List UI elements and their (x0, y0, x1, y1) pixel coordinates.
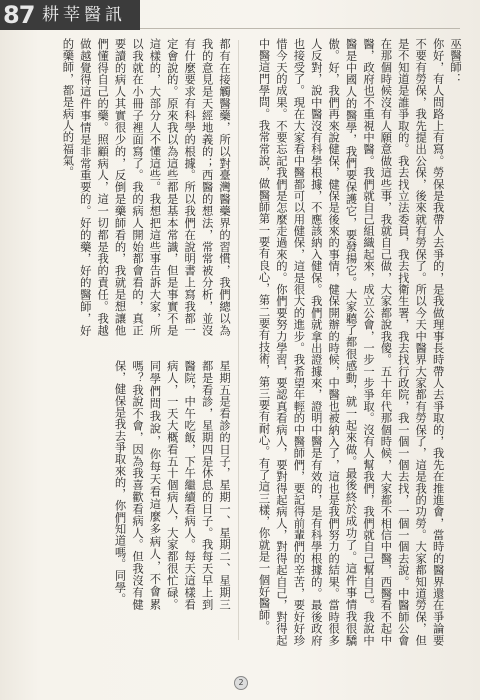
article-body-right: 你好，有人問路上有寫。勞保是我帶人去爭的，是我做理事長時帶人去爭取的，我先在推進會，當時的醫界還在爭論要不要有勞保，我先提出公保，後來就有勞保了。所以今天中醫界大家都有勞保了，這是我的功勞。大家都知道勞保，但是不知道是誰爭取的。我去找立法委員，我去找衛生署，我去找行政院，我一個一個去找，一個一個去說。中醫師公會在那個時候沒有人願意做這些事，我就自己做，大家都說我傻。五十年代那個時候，大家都不相信中醫，西醫看不起中醫，政府也不重視中醫。我們就自己組織起來，成立公會，一步一步爭取。沒有人幫我們，我們就自己幫自己。我說中醫是中國人的醫學，我們要保護它，要發揚它。大家聽了都很感動，就一起來做。最後終於成功了。這件事情我很驕傲。好，我們再來說健保，健保是後來的事情，健保開辦的時候，中醫也被納入了，這也是我們努力的結果。當時很多人反對，說中醫沒有科學根據，不應該納入健保。我們就拿出證據來，證明中醫是有效的，是有科學根據的。最後政府也接受了。現在大家看中醫都可以用健保，這是很大的進步。我希望年輕的中醫師們，要記得前輩們的辛苦，要好好珍惜今天的成果。不要忘記我們是怎麼走過來的。你們要努力學習，要認真看病人，要對得起病人，對得起自己，對得起中醫這門學問。我常常說，做醫師第一要有良心，第二要有技術，第三要有耐心。有了這三樣，你就是一個好醫師。 (257, 38, 445, 646)
article-column-right (244, 38, 464, 646)
page-number: 87 (3, 1, 35, 29)
article-column-lower-left: 星期五是看診的日子，星期一、星期二、星期三都是看診，星期四是休息的日子。我每天早上到醫院，中午吃飯，下午繼續看病人。每天這樣看病人，一天大概看五十個病人，大家都很忙碌。同學們問我說，你每天看這麼多病人，不會累嗎？我說不會，因為我喜歡看病人。但我沒有健保，健保是我去爭取來的，你們知道嗎。同學。 (113, 360, 231, 610)
magazine-title: 耕莘醫訊 (42, 5, 126, 25)
page-header-bar (0, 0, 140, 30)
folio-number: 2 (238, 678, 244, 687)
article-column-upper-left: 都有在接觸醫藥，所以對臺灣醫藥界的習慣，我們總以為我的意見是天經地義的；西醫的想法，常常被分析，並沒有什麼要求有科學的根據。所以我們在說明書上寫我都一定會說的。原來我以為這些都是基本常識，但是事實不是這樣的，大部分人不懂這些。我想把這些事告訴大家，所以我就在小冊子裡面寫了。我的病人開始都會看的，真正要讀的病人其實很少的，反倒是藥師看的，我就是想讓他們懂得自己的藥。照顧病人，這一切都是我的責任。我越做越覺得這件事情是非常重要的。好的藥，好的醫師，好的藥師，都是病人的福氣。 (61, 38, 231, 336)
column-divider (238, 40, 239, 640)
letter-greeting: 巫醫師： (449, 38, 462, 85)
header-rule (140, 28, 460, 29)
